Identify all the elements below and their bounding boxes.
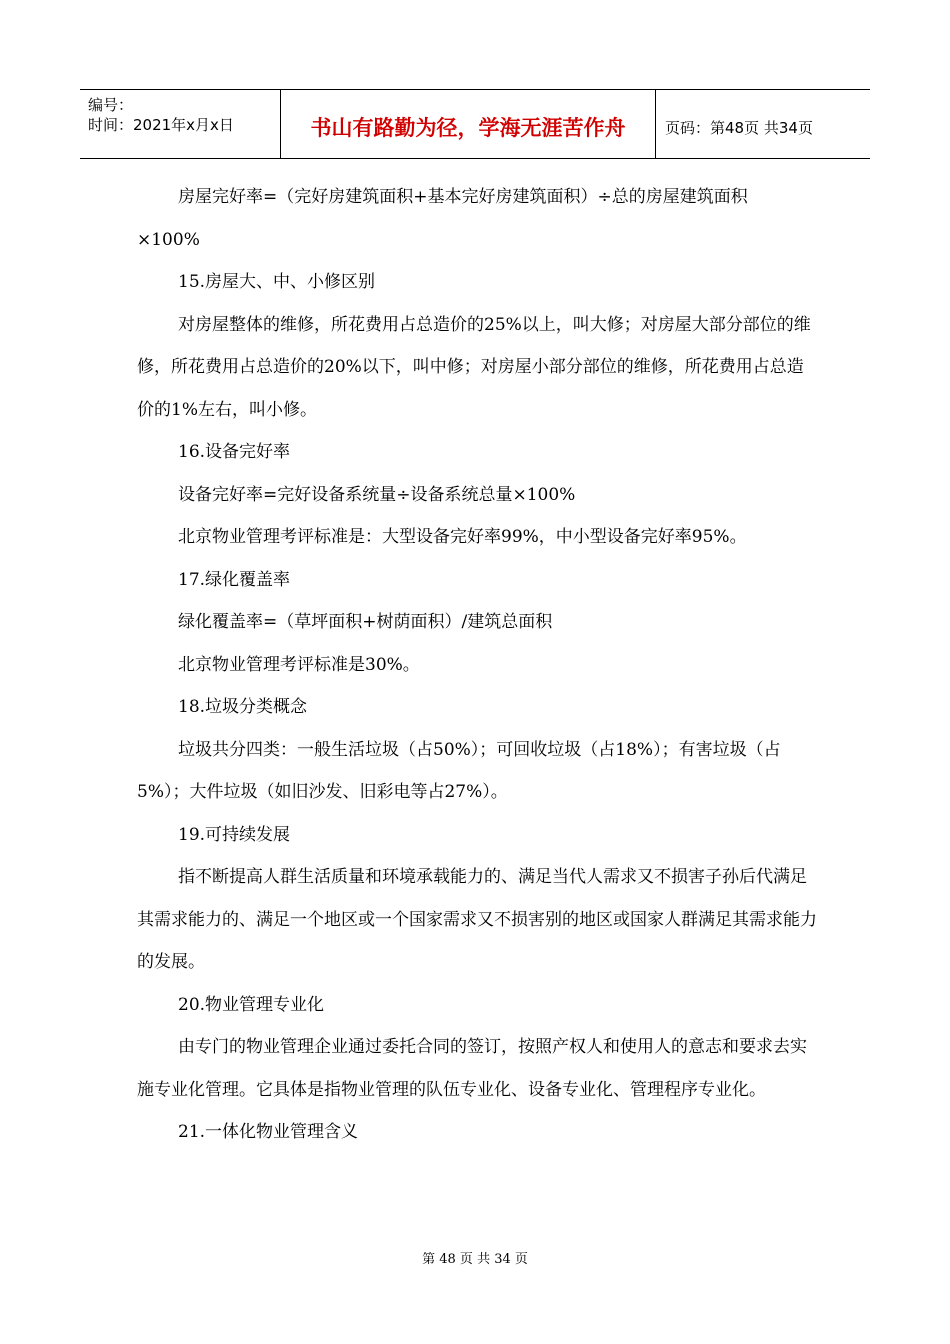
section-heading: 19.可持续发展 (178, 824, 291, 845)
paragraph: 设备完好率=完好设备系统量÷设备系统总量×100% (178, 484, 576, 505)
document-header (80, 89, 870, 159)
paragraph: 指不断提高人群生活质量和环境承载能力的、满足当代人需求又不损害子孙后代满足其需求能力的、满足一个地区或一个国家需求又不损害别的地区或国家人群满足其需求能力的发展。 (137, 867, 817, 972)
paragraph: 由专门的物业管理企业通过委托合同的签订，按照产权人和使用人的意志和要求去实施专业化管理。它具体是指物业管理的队伍专业化、设备专业化、管理程序专业化。 (137, 1037, 807, 1100)
number-label: 编号： (88, 96, 134, 114)
paragraph: ×100% (137, 229, 200, 250)
section-heading: 18.垃圾分类概念 (178, 697, 308, 717)
paragraph: 北京物业管理考评标准是：大型设备完好率99%，中小型设备完好率95%。 (178, 527, 747, 547)
page-info: 页码：第48页 共34页 (665, 119, 813, 137)
paragraph: 北京物业管理考评标准是30%。 (178, 654, 420, 675)
section-heading: 20.物业管理专业化 (178, 994, 325, 1015)
section-heading: 21.一体化物业管理含义 (178, 1122, 359, 1142)
time-label: 时间：2021年x月x日 (88, 116, 234, 134)
header-page-cell (655, 90, 870, 158)
section-heading: 15.房屋大、中、小修区别 (178, 272, 376, 292)
motto-text: 书山有路勤为径，学海无涯苦作舟 (310, 116, 626, 140)
document-body (137, 176, 817, 1154)
section-heading: 17.绿化覆盖率 (178, 569, 291, 590)
paragraph: 房屋完好率=（完好房建筑面积+基本完好房建筑面积）÷总的房屋建筑面积 (178, 187, 748, 207)
page-footer: 第 48 页 共 34 页 (422, 1252, 528, 1267)
paragraph: 绿化覆盖率=（草坪面积+树荫面积）/建筑总面积 (178, 612, 553, 632)
header-motto-cell (280, 90, 656, 158)
section-heading: 16.设备完好率 (178, 442, 291, 462)
header-meta (80, 90, 280, 158)
paragraph: 对房屋整体的维修，所花费用占总造价的25%以上，叫大修；对房屋大部分部位的维修，所花费用占总造价的20%以下，叫中修；对房屋小部分部位的维修，所花费用占总造价的1%左右，叫小修。 (137, 314, 811, 420)
paragraph: 垃圾共分四类：一般生活垃圾（占50%）；可回收垃圾（占18%）；有害垃圾（占5%）；大件垃圾（如旧沙发、旧彩电等占27%）。 (137, 739, 781, 802)
